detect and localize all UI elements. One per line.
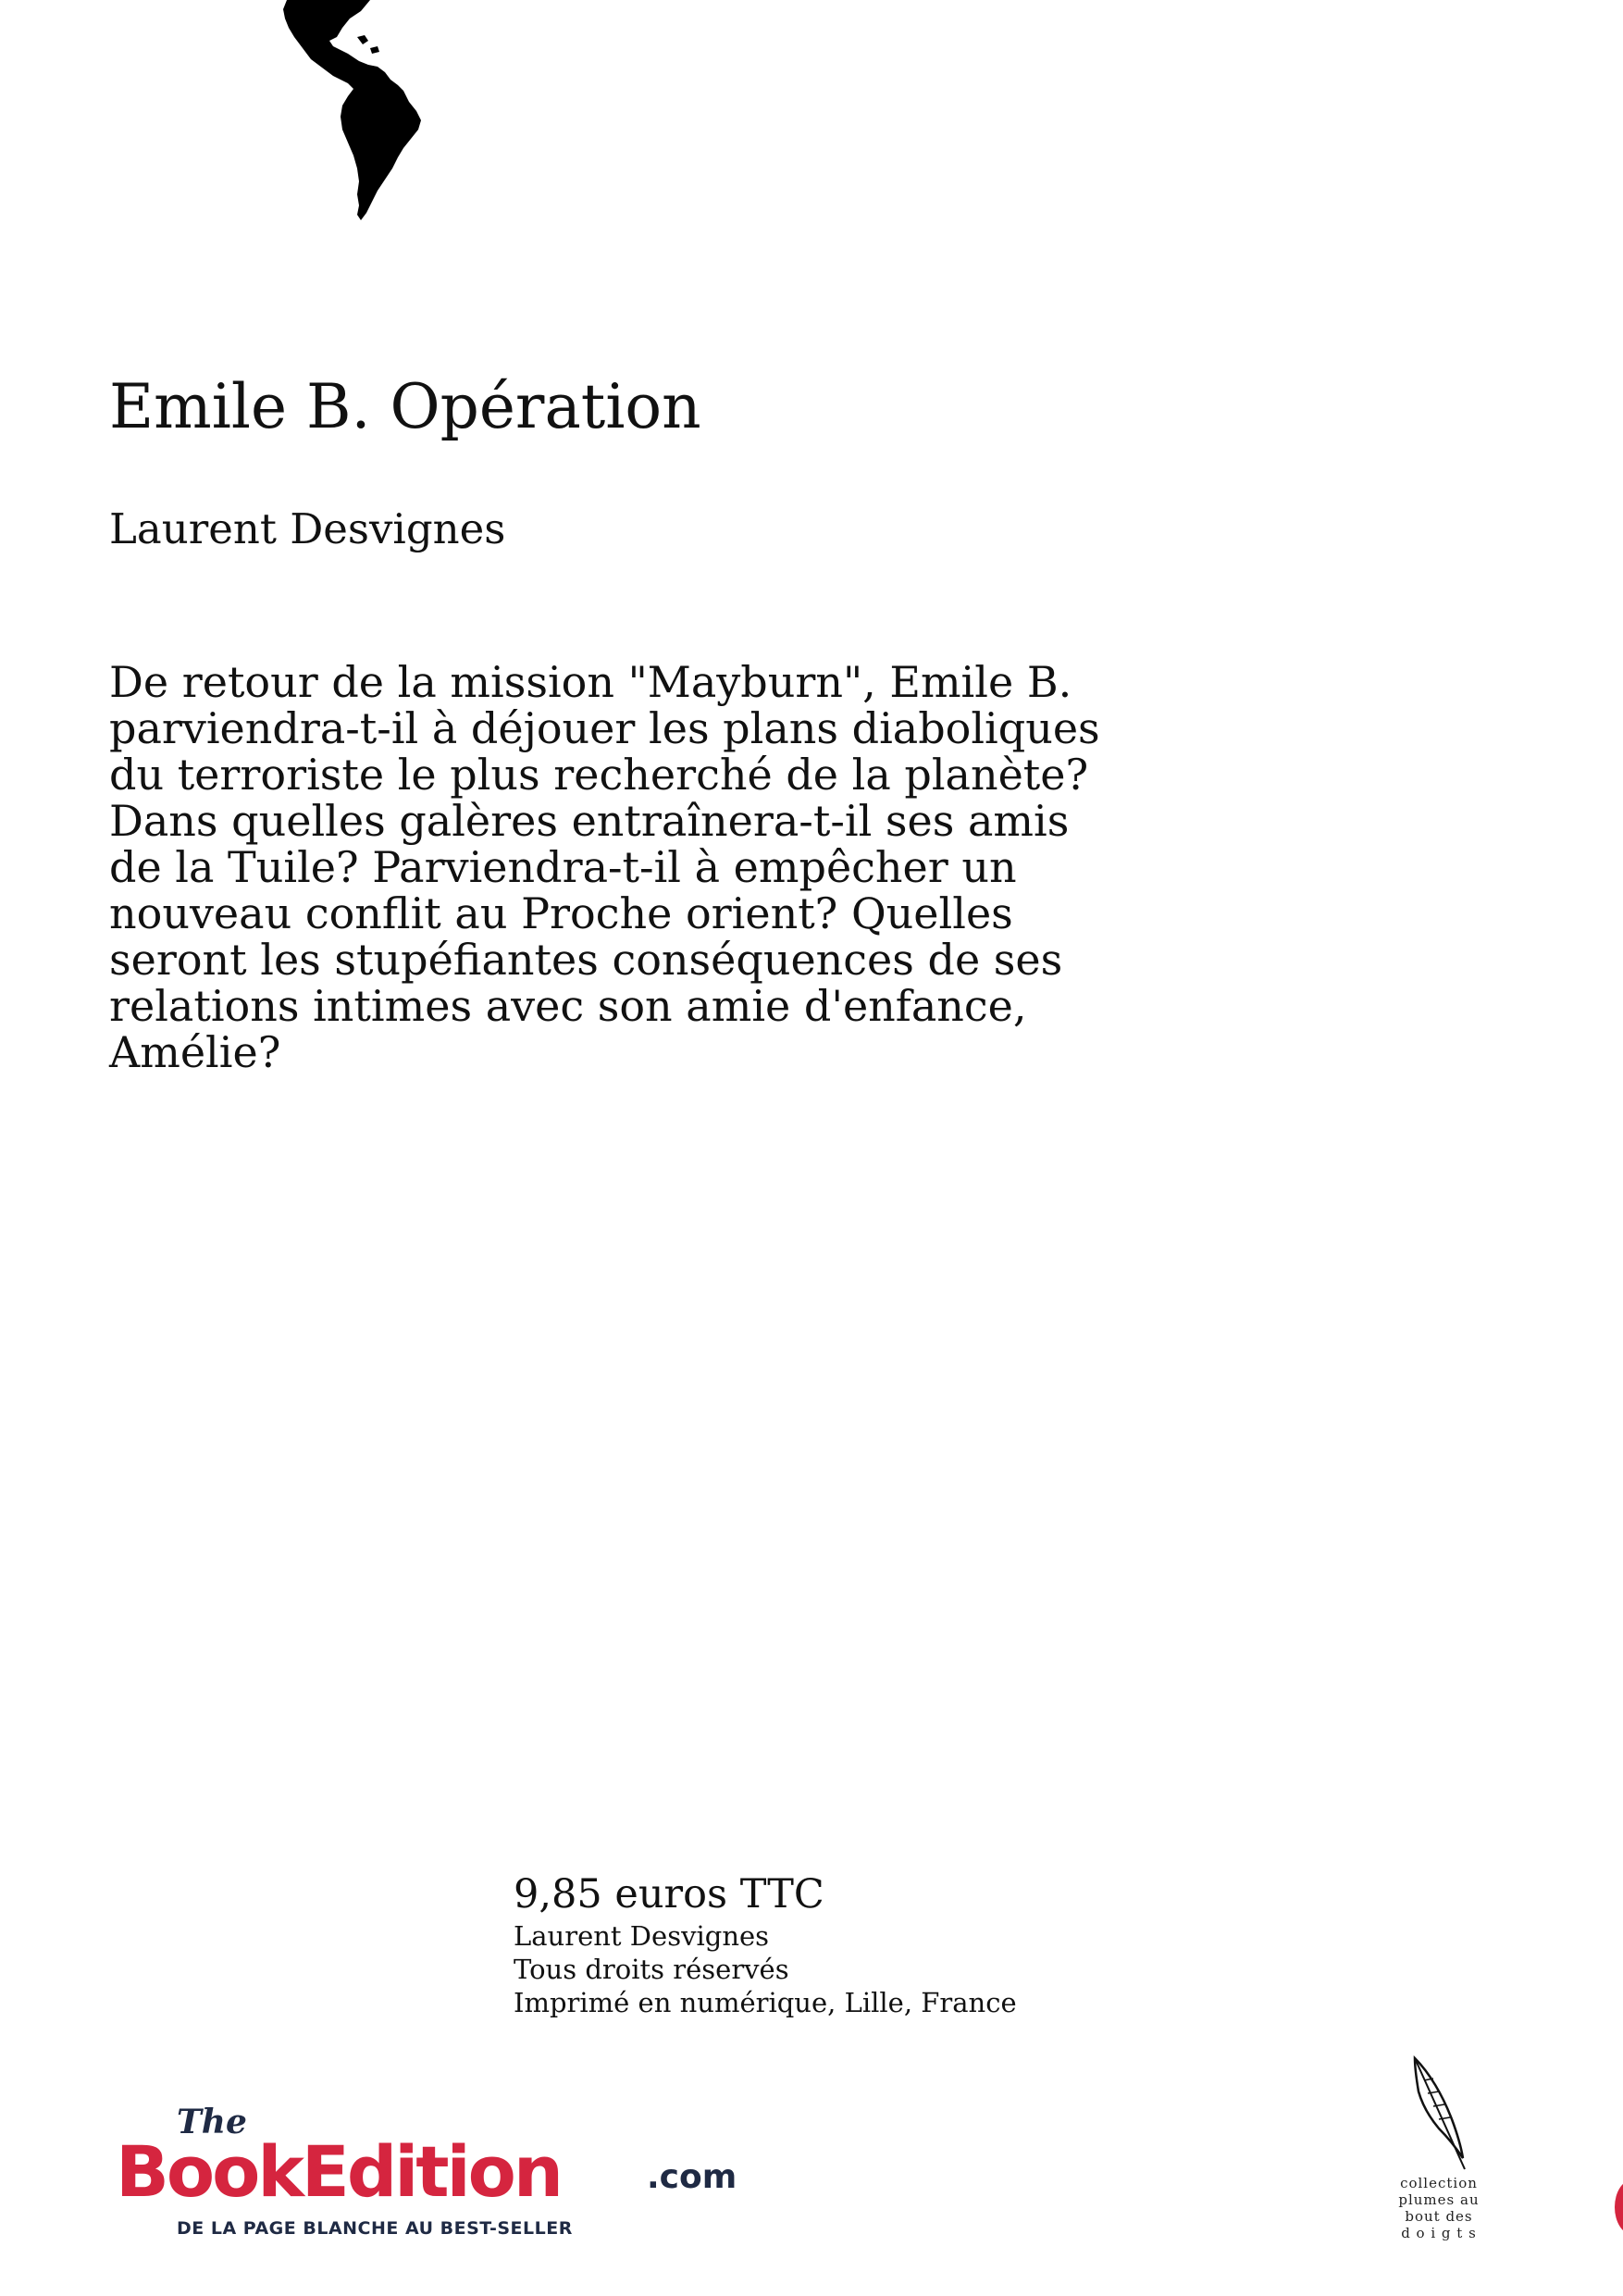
collection-line: collection bbox=[1400, 2175, 1478, 2191]
edge-mark bbox=[1615, 2179, 1623, 2235]
imprint-printed: Imprimé en numérique, Lille, France bbox=[514, 1986, 1017, 2018]
collection-line: plumes au bbox=[1398, 2191, 1480, 2208]
imprint-block bbox=[514, 1871, 1017, 2019]
quill-icon bbox=[1402, 2054, 1476, 2175]
logo-tagline: DE LA PAGE BLANCHE AU BEST-SELLER bbox=[177, 2218, 573, 2239]
logo-domain: .com bbox=[647, 2158, 737, 2196]
logo-the: The bbox=[177, 2103, 247, 2141]
book-summary bbox=[109, 659, 1266, 1075]
americas-map-icon bbox=[268, 0, 490, 231]
collection-label bbox=[1388, 2175, 1490, 2241]
logo-name: BookEdition bbox=[116, 2130, 561, 2213]
summary-line: parviendra-t-il à déjouer les plans diaboliques bbox=[109, 703, 1100, 753]
summary-line: Amélie? bbox=[109, 1027, 281, 1077]
summary-line: relations intimes avec son amie d'enfance, bbox=[109, 981, 1027, 1031]
summary-line: de la Tuile? Parviendra-t-il à empêcher un bbox=[109, 842, 1017, 892]
imprint-author: Laurent Desvignes bbox=[514, 1919, 770, 1952]
imprint-rights: Tous droits réservés bbox=[514, 1953, 789, 1985]
summary-line: De retour de la mission "Mayburn", Emile B. bbox=[109, 657, 1072, 707]
summary-line: du terroriste le plus recherché de la planète? bbox=[109, 750, 1089, 800]
summary-line: Dans quelles galères entraînera-t-il ses amis bbox=[109, 796, 1070, 846]
summary-line: seront les stupéfiantes conséquences de ses bbox=[109, 935, 1063, 985]
book-title: Emile B. Opération bbox=[109, 371, 701, 442]
collection-mark bbox=[1388, 2054, 1490, 2241]
summary-line: nouveau conflit au Proche orient? Quelles bbox=[109, 888, 1013, 938]
collection-line: d o i g t s bbox=[1401, 2225, 1477, 2241]
book-author: Laurent Desvignes bbox=[109, 504, 506, 553]
collection-line: bout des bbox=[1405, 2208, 1473, 2225]
price: 9,85 euros TTC bbox=[514, 1871, 824, 1917]
publisher-logo bbox=[116, 2103, 737, 2241]
